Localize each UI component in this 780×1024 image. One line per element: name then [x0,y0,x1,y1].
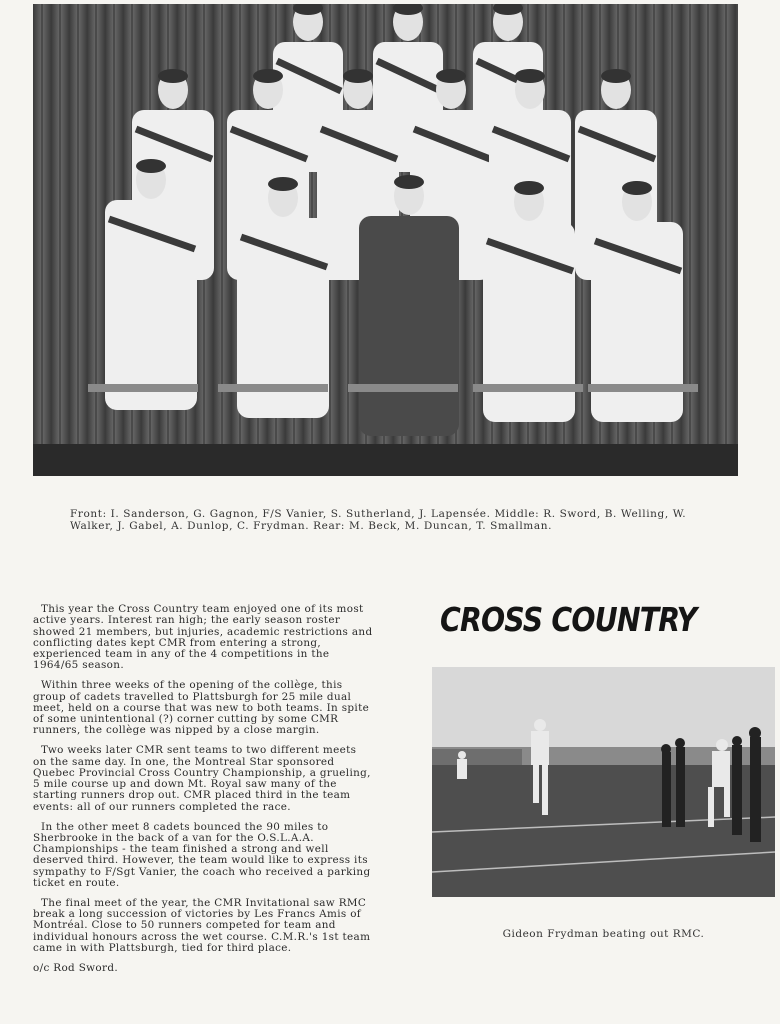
race-photo-caption: Gideon Frydman beating out RMC. [502,928,705,940]
article-paragraph: This year the Cross Country team enjoyed one of its most active years. Interest ran high; the early season roster showed 21 members, but injuries, academic restrictions and conflicting dates kept CMR from entering a strong, experienced team in any of the 4 competitions in the 1964/65 season. [33,603,373,672]
article-paragraph: In the other meet 8 cadets bounced the 90 miles to Sherbrooke in the back of a van for the O.S.L.A.A. Championships - the team finished a strong and well deserved third. However, the team would like to express its sympathy to F/Sgt Vanier, the coach who received a parking ticket en route. [33,820,371,890]
team-photo-illustration [33,4,738,476]
chair-row [88,384,698,392]
page-title: CROSS COUNTRY [440,600,697,639]
article [33,604,373,983]
race-photo-illustration [432,667,775,897]
article-signature: o/c Rod Sword. [33,961,119,974]
article-paragraph: Within three weeks of the opening of the collège, this group of cadets travelled to Plattsburgh for 25 mile dual meet, held on a course that was new to both teams. In spite of some unintentional (?) corner cutting by some CMR runners, the collège was nipped by a close margin. [33,679,370,737]
article-paragraph: Two weeks later CMR sent teams to two different meets on the same day. In one, the Montreal Star sponsored Quebec Provincial Cross Country Championship, a grueling, 5 mile course up and down Mt. Royal saw many of the starting runners drop out. CMR placed third in the team events: all of our runners completed the race. [33,744,371,813]
race-photo [432,667,775,897]
photo-caption: Front: I. Sanderson, G. Gagnon, F/S Vanier, S. Sutherland, J. Lapensée. Middle: R. Sword, B. Welling, W. Walker, J. Gabel, A. Dunlop, C. Frydman. Rear: M. Beck, M. Duncan, T. Smallman. [70,508,687,532]
article-paragraph: The final meet of the year, the CMR Invitational saw RMC break a long succession of victories by Les Francs Amis of Montréal. Close to 50 runners competed for team and individual honours across the wet course. C.M.R.'s 1st team came in with Plattsburgh, tied for third place. [33,896,371,955]
team-photo [33,4,738,476]
